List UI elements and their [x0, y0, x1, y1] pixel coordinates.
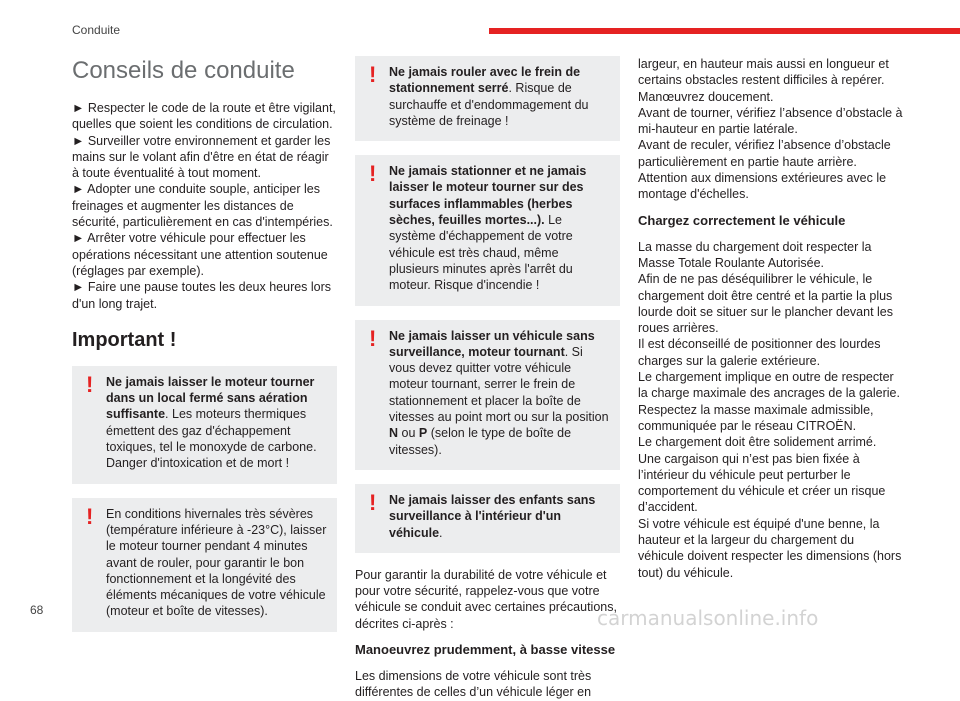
- important-heading: Important !: [72, 328, 177, 351]
- watermark: carmanualsonline.info: [597, 606, 819, 630]
- advice-item: ► Respecter le code de la route et être vigilant, quelles que soient les conditions de circulation.: [72, 101, 336, 132]
- section-heading: Manoeuvrez prudemment, à basse vitesse: [355, 642, 616, 658]
- warning-box: [355, 155, 620, 305]
- warning-icon: !: [369, 62, 377, 87]
- warning-icon: !: [369, 325, 377, 351]
- warning-text: Le système d'échappement de votre véhicule est très chaud, même plusieurs minutes après l'arrêt du moteur. Risque d'incendie !: [389, 213, 573, 293]
- text-line: Manœuvrez doucement.: [638, 89, 774, 104]
- warning-text: . Risque de surchauffe et d'endommagement du système de freinage !: [389, 81, 589, 128]
- warning-text: .: [439, 525, 443, 540]
- text-line: Une cargaison qui n’est pas bien fixée à l’intérieur du véhicule peut perturber le comportement du véhicule et créer un risque d’accident.: [638, 451, 886, 515]
- advice-item: ► Faire une pause toutes les deux heures lors d'un long trajet.: [72, 280, 332, 311]
- text-line: largeur, en hauteur mais aussi en longueur et certains obstacles restent difficiles à repérer.: [638, 57, 889, 88]
- warning-box: [355, 484, 620, 553]
- body-paragraph: Pour garantir la durabilité de votre véhicule et pour votre sécurité, rappelez-vous que votre véhicule se conduit avec certaines précautions, décrites ci-après :: [355, 567, 617, 631]
- advice-item: ► Arrêter votre véhicule pour effectuer les opérations nécessitant une attention soutenue (réglages par exemple).: [72, 231, 328, 278]
- page-number: 68: [30, 603, 44, 617]
- warning-text: En conditions hivernales très sévères (température inférieure à -23°C), laisser le moteur tourner pendant 4 minutes avant de rouler, pour garantir le bon fonctionnement et la longévité des éléments mécaniques de votre véhicule (moteur et boîte de vitesses).: [106, 506, 327, 619]
- text-line: Avant de reculer, vérifiez l’absence d’obstacle particulièrement en partie haute arrière.: [638, 138, 891, 169]
- warning-bold-text: Ne jamais laisser un véhicule sans surveillance, moteur tournant: [389, 328, 595, 359]
- column-1: [72, 56, 337, 646]
- section-heading: Chargez correctement le véhicule: [638, 212, 846, 228]
- warning-icon: !: [86, 371, 94, 397]
- section-header: Conduite: [72, 23, 121, 37]
- text-line: Il est déconseillé de positionner des lourdes charges sur la galerie extérieure.: [638, 337, 881, 368]
- warning-text: (selon le type de boîte de vitesses).: [389, 426, 572, 457]
- text-line: La masse du chargement doit respecter la Masse Totale Roulante Autorisée.: [638, 239, 872, 270]
- text-line: Attention aux dimensions extérieures avec le montage d'échelles.: [638, 171, 887, 202]
- body-text: [638, 239, 903, 581]
- column-2: [355, 56, 620, 701]
- warning-bold-text: Ne jamais rouler avec le frein de stationnement serré: [389, 65, 581, 96]
- warning-box: [72, 498, 337, 632]
- text-line: Le chargement implique en outre de respecter la charge maximale des ancrages de la galerie.: [638, 370, 900, 401]
- text-line: Respectez la masse maximale admissible, communiquée par le réseau CITROËN.: [638, 402, 874, 433]
- warning-box: [72, 366, 337, 484]
- warning-text: ou: [398, 426, 419, 441]
- gear-position-n: N: [389, 426, 399, 441]
- header-red-bar: [489, 28, 960, 34]
- warning-box: [355, 320, 620, 470]
- warning-box: [355, 56, 620, 141]
- column-3: [638, 56, 903, 581]
- advice-item: ► Surveiller votre environnement et garder les mains sur le volant afin d'être en état de réagir à toute éventualité à tout moment.: [72, 133, 331, 181]
- warning-bold-text: Ne jamais laisser des enfants sans surveillance à l'intérieur d'un véhicule: [389, 492, 596, 540]
- warning-text: . Les moteurs thermiques émettent des gaz d'échappement toxiques, tel le monoxyde de carbone. Danger d'intoxication et de mort !: [106, 407, 317, 471]
- warning-icon: !: [86, 503, 94, 529]
- gear-position-p: P: [418, 426, 428, 441]
- text-line: Le chargement doit être solidement arrimé.: [638, 435, 877, 450]
- advice-item: ► Adopter une conduite souple, anticiper les freinages et augmenter les distances de sécurité, particulièrement en cas d'intempéries.: [72, 182, 333, 230]
- warning-bold-text: Ne jamais stationner et ne jamais laisser le moteur tourner sur des surfaces inflammables (herbes sèches, feuilles mortes...).: [389, 164, 587, 228]
- warning-bold-text: Ne jamais laisser le moteur tourner dans un local fermé sans aération suffisante: [106, 374, 315, 422]
- warning-icon: !: [369, 489, 377, 515]
- page-title: Conseils de conduite: [72, 57, 295, 84]
- text-line: Avant de tourner, vérifiez l’absence d’obstacle à mi-hauteur en partie latérale.: [638, 105, 903, 137]
- warning-icon: !: [369, 161, 377, 187]
- body-text: [638, 56, 903, 203]
- text-line: Afin de ne pas déséquilibrer le véhicule, le chargement doit être centré et la partie la plus lourde doit se situer sur le plancher devant les roues arrières.: [638, 272, 894, 336]
- body-paragraph: Les dimensions de votre véhicule sont très différentes de celles d’un véhicule léger en: [355, 669, 592, 700]
- advice-list: [72, 100, 337, 312]
- warning-text: . Si vous devez quitter votre véhicule moteur tournant, serrer le frein de stationnement et placer la boîte de vitesses au point mort ou sur la position: [389, 344, 609, 425]
- text-line: Si votre véhicule est équipé d'une benne, la hauteur et la largeur du chargement du véhicule doivent respecter les dimensions (hors tout) du véhicule.: [638, 516, 902, 580]
